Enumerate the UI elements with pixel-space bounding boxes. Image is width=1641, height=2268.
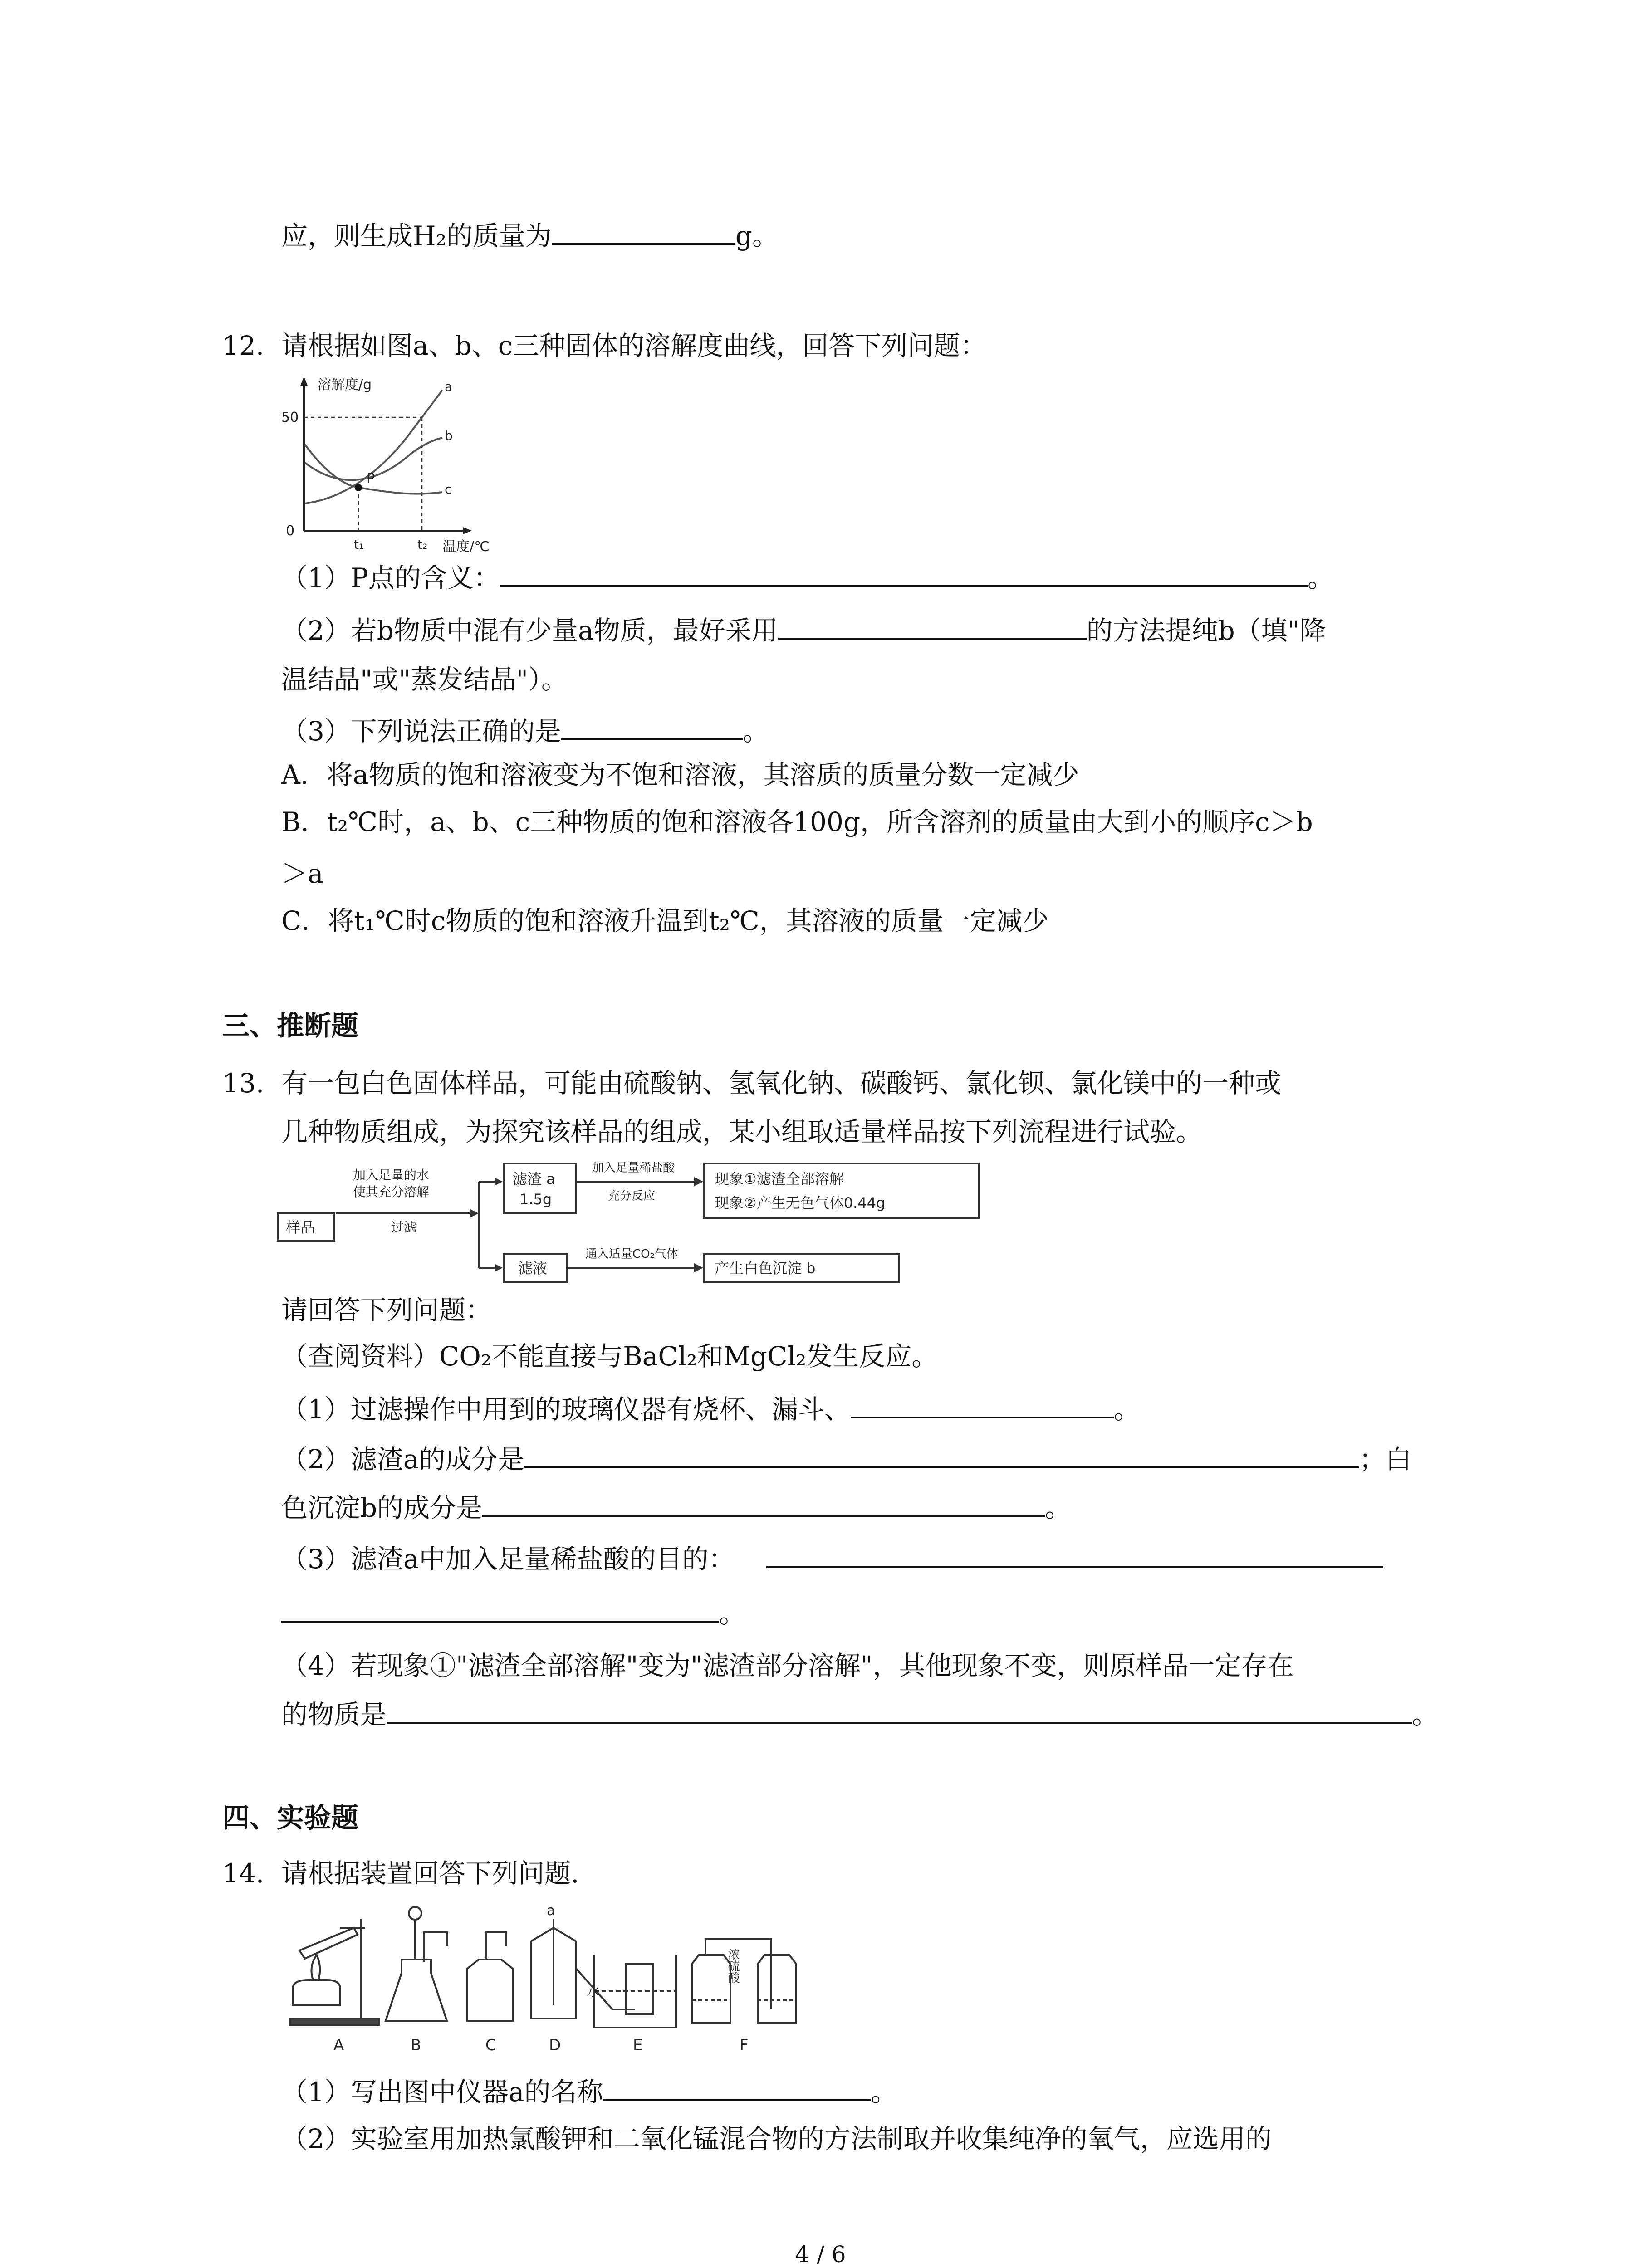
q13-p2-end-a: ；白 [1359,1444,1412,1475]
flow-acid-2: 充分反应 [608,1189,656,1203]
apparatus-e-collecting-bottle [626,1964,653,2014]
apparatus-a-flame [311,1955,320,1980]
q12-p1-end: 。 [1307,562,1334,593]
flow-obs-2: 现象②产生无色气体0.44g [715,1194,886,1212]
q14-number: 14. [222,1858,265,1889]
q13-p2-text: （2）滤渣a的成分是 [281,1444,524,1475]
q12-p2-text2: 的方法提纯b（填"降 [1086,615,1326,646]
q13-p2-end-b: 。 [1045,1492,1072,1523]
apparatus-label-b: B [411,2036,421,2054]
q14-p1-text: （1）写出图中仪器a的名称 [281,2077,603,2107]
flow-residue-1: 滤渣 a [513,1170,555,1188]
q12-p2 [281,611,1326,649]
graph-ylabel: 溶解度/g [318,377,372,393]
q13-p1 [281,1390,1140,1427]
section-3-title: 三、推断题 [222,1010,358,1042]
apparatus-diagram [277,1901,857,2055]
q13-p4-blank[interactable] [387,1696,1412,1724]
q13-p2-blank-b[interactable] [482,1489,1045,1517]
apparatus-a-base [290,2019,379,2025]
q14-p1-end: 。 [871,2077,897,2107]
apparatus-c-tube [486,1932,506,1960]
q12-p3-end: 。 [742,716,769,747]
graph-t1: t₁ [354,537,364,552]
top-text: 应，则生成H₂的质量为 [281,220,552,251]
q13-p2-cont [281,1489,1071,1526]
apparatus-water-label: 水 [587,1984,600,1999]
graph-t2: t₂ [417,537,428,552]
apparatus-c-bottle [467,1960,513,2021]
q12-p2-text: （2）若b物质中混有少量a物质，最好采用 [281,615,778,646]
flow-arrow-1-head [470,1209,479,1218]
q13-info: （查阅资料）CO₂不能直接与BaCl₂和MgCl₂发生反应。 [281,1341,938,1372]
q12-option-a: A．将a物质的饱和溶液变为不饱和溶液，其溶质的质量分数一定减少 [281,759,1079,790]
q12-p2-blank[interactable] [778,611,1087,640]
graph-origin: 0 [286,523,295,539]
q14-p2: （2）实验室用加热氯酸钾和二氧化锰混合物的方法制取并收集纯净的氧气，应选用的 [281,2123,1272,2154]
graph-label-p: P [367,471,375,487]
flow-residue-2: 1.5g [519,1191,552,1208]
apparatus-label-e: E [633,2036,643,2054]
q12-p3-blank[interactable] [561,712,743,740]
solubility-graph [272,372,490,555]
flow-step1c: 过滤 [391,1220,417,1235]
graph-label-c: c [445,482,452,497]
flow-branch-top-head [495,1178,503,1186]
q12-number: 12. [222,330,265,361]
q13-p3-blank-b[interactable] [281,1594,719,1623]
q12-option-b: B．t₂℃时，a、b、c三种物质的饱和溶液各100g，所含溶剂的质量由大到小的顺序c＞b [281,807,1313,837]
q12-p1-blank[interactable] [500,559,1308,587]
q12-p1 [281,559,1334,596]
graph-xlabel: 温度/℃ [442,539,490,555]
apparatus-b-outlet [424,1932,447,1962]
q13-p3-end: 。 [719,1598,746,1629]
flow-step1b: 使其充分溶解 [353,1184,430,1199]
q13-p1-end: 。 [1113,1394,1140,1425]
q13-flowchart [272,1159,1021,1290]
q13-p3 [281,1540,1383,1577]
q13-ask: 请回答下列问题： [281,1295,492,1325]
flow-arrow-3-head [694,1263,703,1272]
q13-number: 13. [222,1068,265,1099]
apparatus-b-flask [386,1960,447,2021]
q13-p4-cont [281,1696,1438,1733]
flow-co2: 通入适量CO₂气体 [585,1247,679,1261]
graph-x-arrow [463,527,472,534]
point-p [355,484,362,491]
top-line [281,217,779,254]
h2-mass-blank[interactable] [552,217,735,245]
graph-ytick-50: 50 [281,410,299,425]
q12-option-b-cont: ＞a [281,858,323,889]
q12-p2-cont: 温结晶"或"蒸发结晶"）。 [281,664,568,695]
flow-precip: 产生白色沉淀 b [715,1260,816,1277]
apparatus-label-a: A [333,2036,344,2054]
q13-p4: （4）若现象①"滤渣全部溶解"变为"滤渣部分溶解"，其他现象不变，则原样品一定存在 [281,1650,1294,1681]
q13-p3-blank-a[interactable] [766,1540,1383,1568]
flow-branch-bottom-head [495,1264,503,1272]
q13-p4-text: 的物质是 [281,1699,387,1730]
q13-p3-text: （3）滤渣a中加入足量稀盐酸的目的： [281,1544,735,1574]
q13-p1-text: （1）过滤操作中用到的玻璃仪器有烧杯、漏斗、 [281,1394,851,1425]
apparatus-acid-label: 浓硫酸 [726,1948,740,1984]
apparatus-a-test-tube [299,1928,358,1959]
flow-acid-1: 加入足量稀盐酸 [592,1161,675,1175]
apparatus-f-bottle-2 [758,1955,796,2023]
q14-p1-blank[interactable] [603,2073,871,2101]
graph-label-a: a [445,379,453,394]
q13-p3-cont [281,1594,745,1632]
q13-p2-text2: 色沉淀b的成分是 [281,1492,483,1523]
q13-stem-2: 几种物质组成，为探究该样品的组成，某小组取适量样品按下列流程进行试验。 [281,1116,1203,1147]
section-4-title: 四、实验题 [222,1802,358,1834]
apparatus-f-bottle-1 [692,1955,730,2023]
q12-stem: 请根据如图a、b、c三种固体的溶解度曲线，回答下列问题： [281,330,987,361]
flow-sample: 样品 [286,1219,315,1236]
q14-stem: 请根据装置回答下列问题. [281,1858,579,1889]
apparatus-label-d: D [549,2036,561,2054]
q13-p2 [281,1440,1412,1477]
apparatus-label-f: F [740,2036,749,2054]
q14-p1 [281,2073,897,2110]
flow-step1a: 加入足量的水 [353,1168,430,1183]
flow-filtrate: 滤液 [518,1260,548,1277]
q13-stem-1: 有一包白色固体样品，可能由硫酸钠、氢氧化钠、碳酸钙、氯化钡、氯化镁中的一种或 [281,1068,1282,1099]
apparatus-mark-a: a [547,1903,555,1919]
q12-option-c: C．将t₁℃时c物质的饱和溶液升温到t₂℃，其溶液的质量一定减少 [281,905,1049,936]
apparatus-b-funnel-bulb [409,1907,421,1920]
q13-p2-blank-a[interactable] [524,1440,1359,1468]
apparatus-a-lamp [293,1980,340,2005]
q12-p3-text: （3）下列说法正确的是 [281,716,561,747]
q12-p3 [281,712,769,749]
top-unit: g。 [735,220,779,251]
graph-y-arrow [300,376,308,386]
flow-arrow-2-head [694,1177,703,1186]
graph-label-b: b [445,428,453,443]
page-number: 4 / 6 [795,2241,846,2268]
q13-p1-blank[interactable] [851,1390,1114,1418]
q12-p1-text: （1）P点的含义： [281,562,500,593]
q13-p4-end: 。 [1412,1699,1439,1730]
apparatus-label-c: C [485,2036,496,2054]
flow-obs-1: 现象①滤渣全部溶解 [715,1170,844,1188]
